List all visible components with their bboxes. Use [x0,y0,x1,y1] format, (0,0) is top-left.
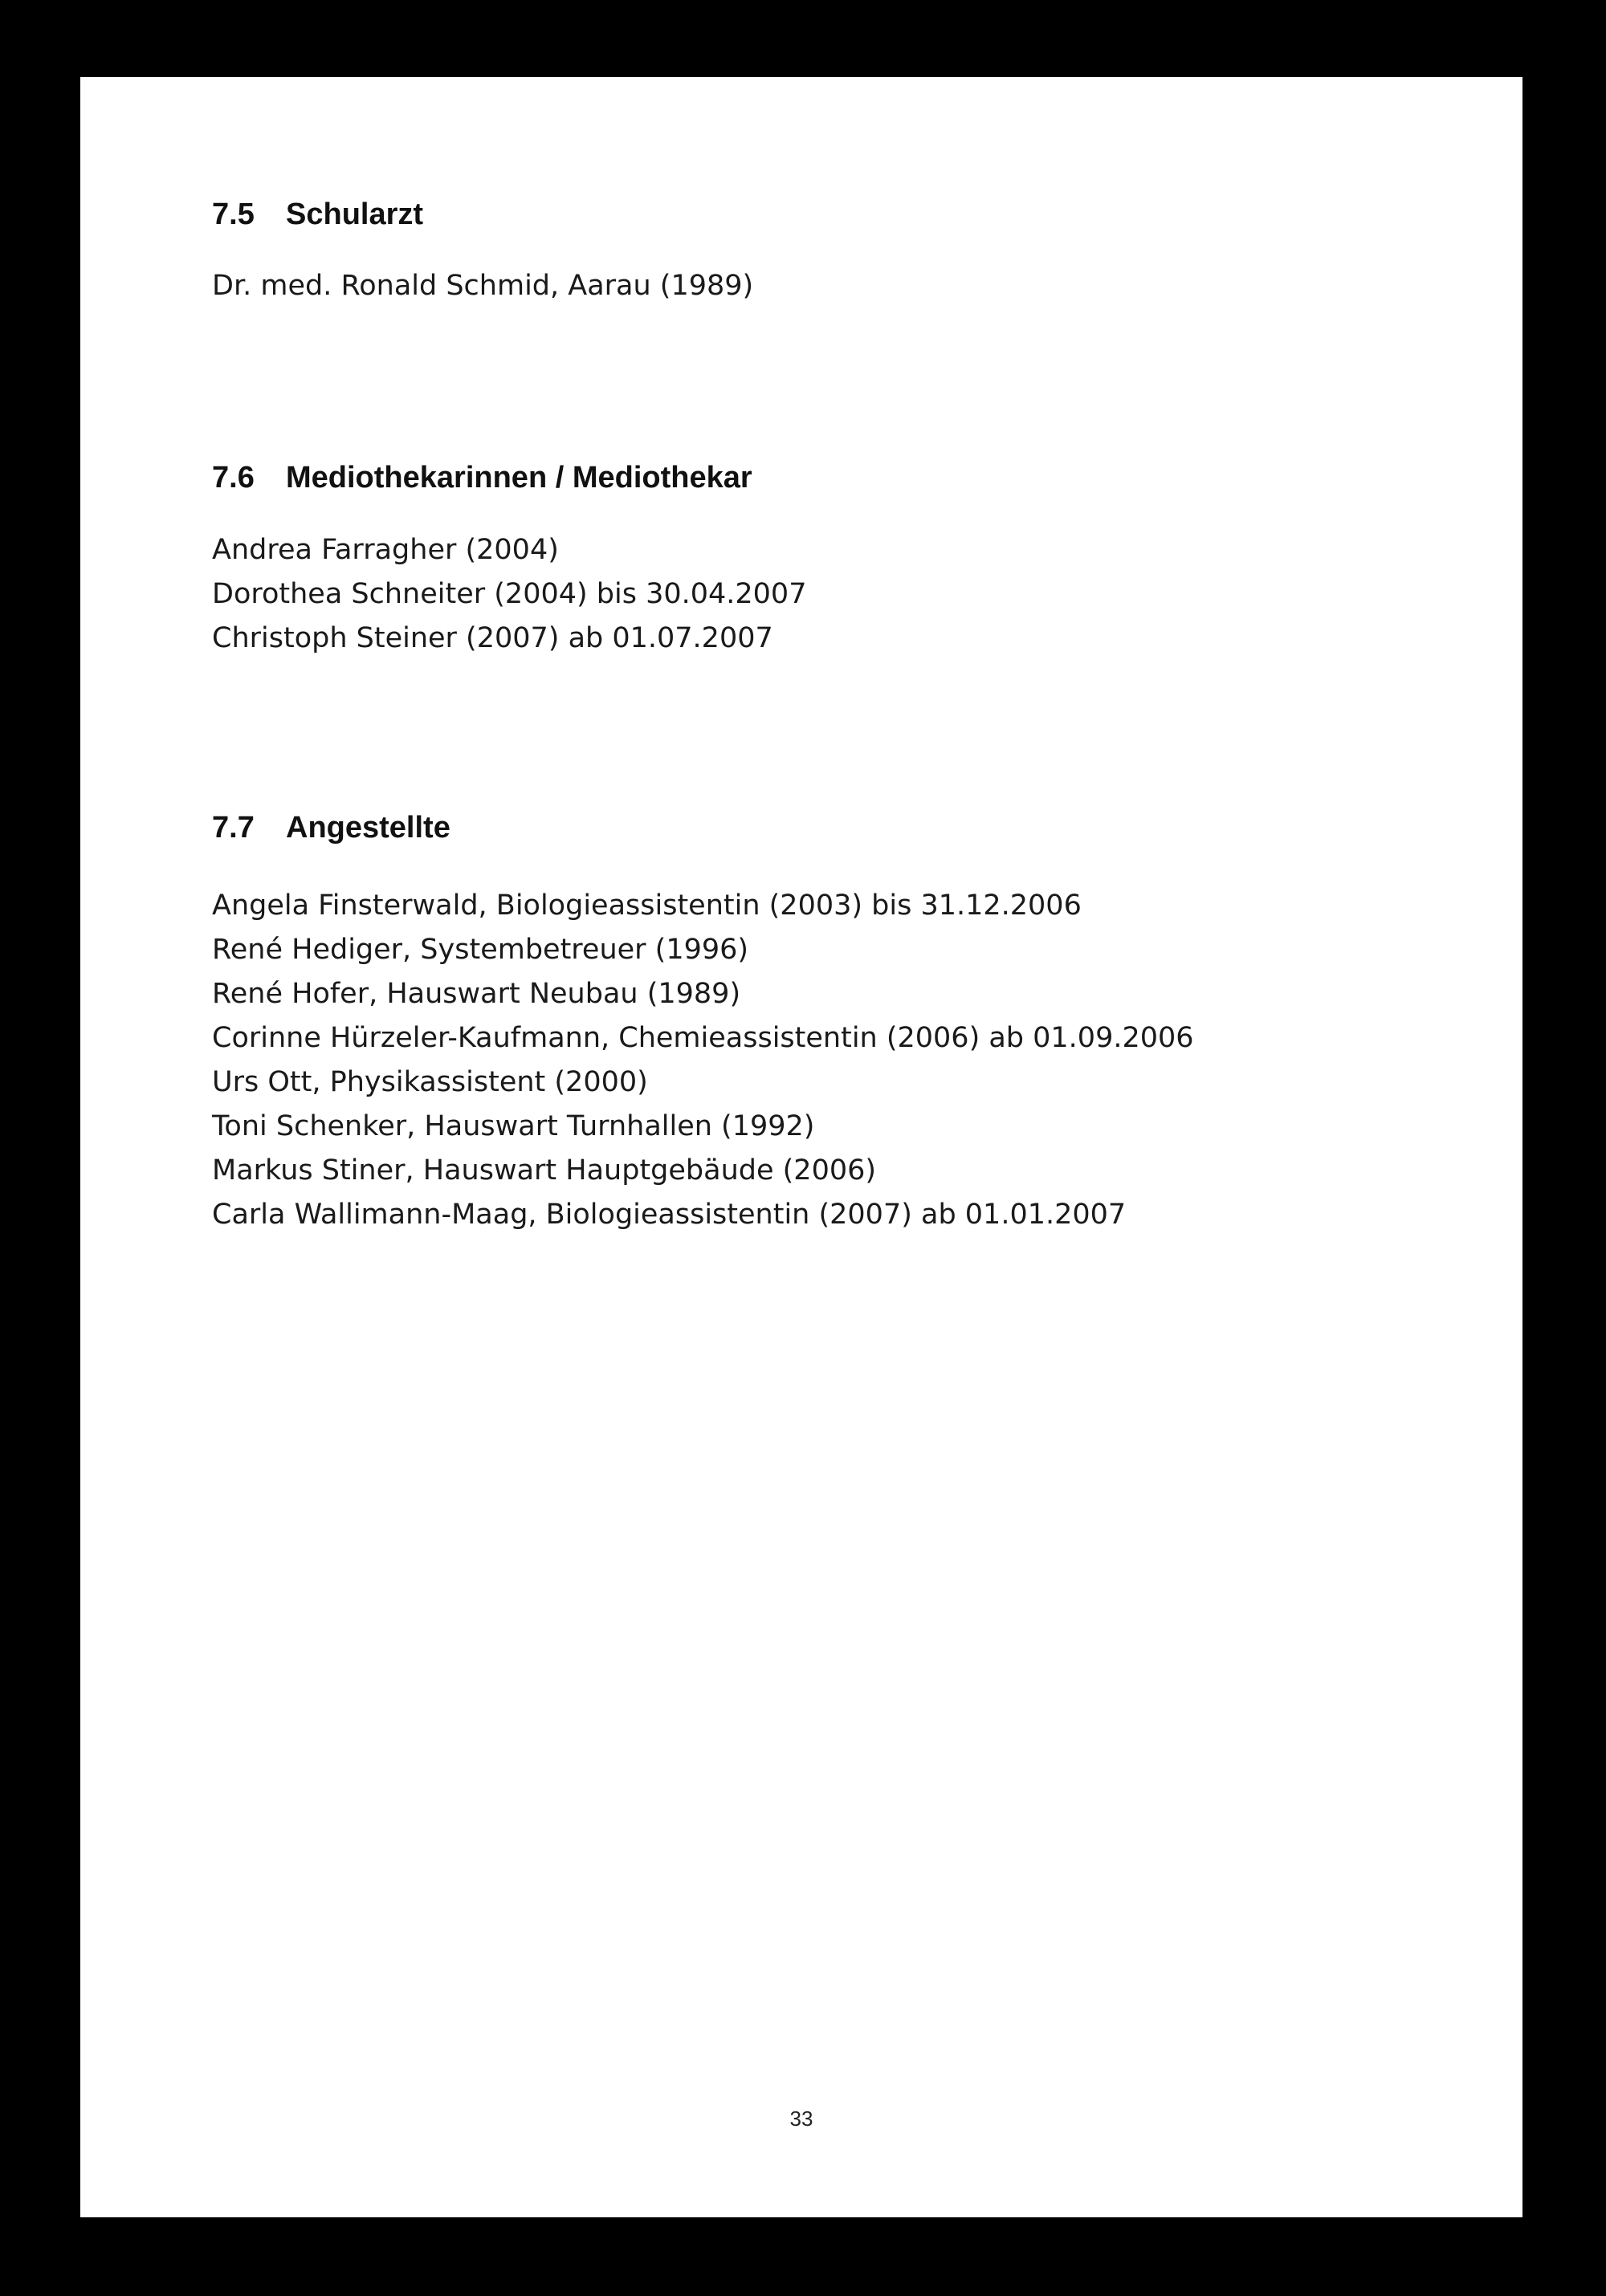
page-number: 33 [789,2107,813,2131]
section-mediothek [212,459,1465,654]
list-item: Toni Schenker, Hauswart Turnhallen (1992) [212,1110,815,1142]
list-item: Urs Ott, Physikassistent (2000) [212,1066,648,1098]
list-item: René Hofer, Hauswart Neubau (1989) [212,978,741,1010]
section-heading [212,809,1465,846]
section-title: Mediothekarinnen / Mediothekar [286,461,752,495]
list-item: Andrea Farragher (2004) [212,534,559,566]
list-item: Christoph Steiner (2007) ab 01.07.2007 [212,622,773,654]
list-item: Angela Finsterwald, Biologieassistentin (2003) bis 31.12.2006 [212,889,1082,922]
section-heading [212,459,1465,496]
entry-list [212,528,806,661]
section-number: 7.5 [212,197,255,231]
section-title: Schularzt [286,197,424,231]
section-heading [212,196,1465,233]
section-schularzt [212,196,1465,302]
entry-list [212,884,1194,1237]
list-item: Dorothea Schneiter (2004) bis 30.04.2007 [212,578,807,610]
document-page [80,77,1522,2217]
list-item: Carla Wallimann-Maag, Biologieassistentin (2007) ab 01.01.2007 [212,1199,1127,1231]
section-title: Angestellte [286,811,450,845]
list-item: Markus Stiner, Hauswart Hauptgebäude (2006) [212,1154,877,1187]
section-angestellte [212,809,1465,1231]
list-item: Dr. med. Ronald Schmid, Aarau (1989) [212,270,754,302]
list-item: Corinne Hürzeler-Kaufmann, Chemieassistentin (2006) ab 01.09.2006 [212,1022,1194,1054]
list-item: René Hediger, Systembetreuer (1996) [212,934,749,966]
section-number: 7.6 [212,461,255,495]
entry-list [212,264,753,308]
section-number: 7.7 [212,811,255,845]
